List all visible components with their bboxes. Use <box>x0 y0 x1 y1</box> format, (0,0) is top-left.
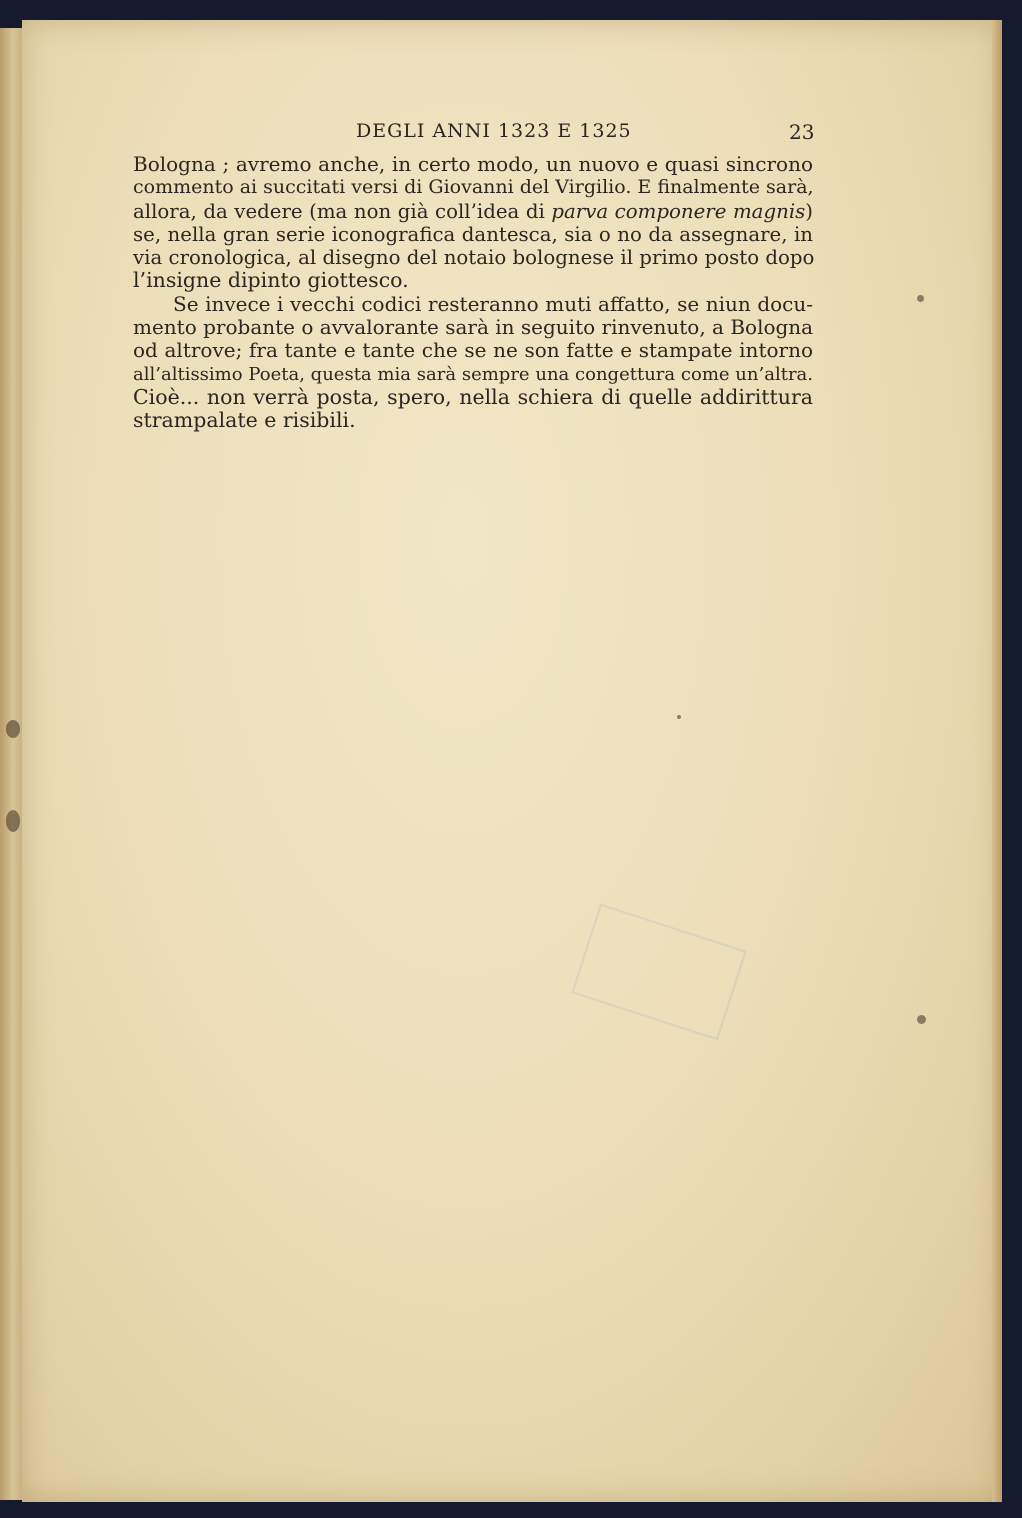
text-line: mento probante o avvalorante sarà in seguito rinvenuto, a Bologna <box>133 315 814 340</box>
italic-phrase: parva componere magnis <box>551 199 806 223</box>
running-title: DEGLI ANNI 1323 E 1325 <box>356 120 632 142</box>
text-line: Cioè... non verrà posta, spero, nella schiera di quelle addirittura <box>133 384 813 409</box>
text-line: strampalate e risibili. <box>133 408 356 433</box>
foxing-spot <box>917 1015 926 1024</box>
text-line: Se invece i vecchi codici resteranno muti affatto, se niun docu- <box>173 291 813 316</box>
foxing-spot <box>677 715 681 719</box>
page-edge-shadow <box>992 20 1002 1502</box>
text-line: od altrove; fra tante e tante che se ne son fatte e stampate intorno <box>133 338 813 363</box>
text-line: allora, da vedere (ma non già coll’idea di parva componere magnis) <box>133 199 813 223</box>
body-text <box>133 153 813 433</box>
text-line: l’insigne dipinto giottesco. <box>133 268 409 293</box>
text-line: Bologna ; avremo anche, in certo modo, un nuovo e quasi sincrono <box>133 152 813 176</box>
page-number: 23 <box>789 120 815 144</box>
text-line: se, nella gran serie iconografica dantesca, sia o no da assegnare, in <box>133 222 813 246</box>
foxing-spot <box>6 810 20 832</box>
text-line: via cronologica, al disegno del notaio bolognese il primo posto dopo <box>133 246 815 270</box>
previous-page-edge <box>0 28 23 1500</box>
text-line: commento ai succitati versi di Giovanni del Virgilio. E finalmente sarà, <box>133 176 814 199</box>
faded-stamp <box>571 904 747 1041</box>
text-line: all’altissimo Poeta, questa mia sarà sempre una congettura come un’altra. <box>133 363 813 385</box>
foxing-spot <box>917 295 924 302</box>
foxing-spot <box>6 720 20 738</box>
